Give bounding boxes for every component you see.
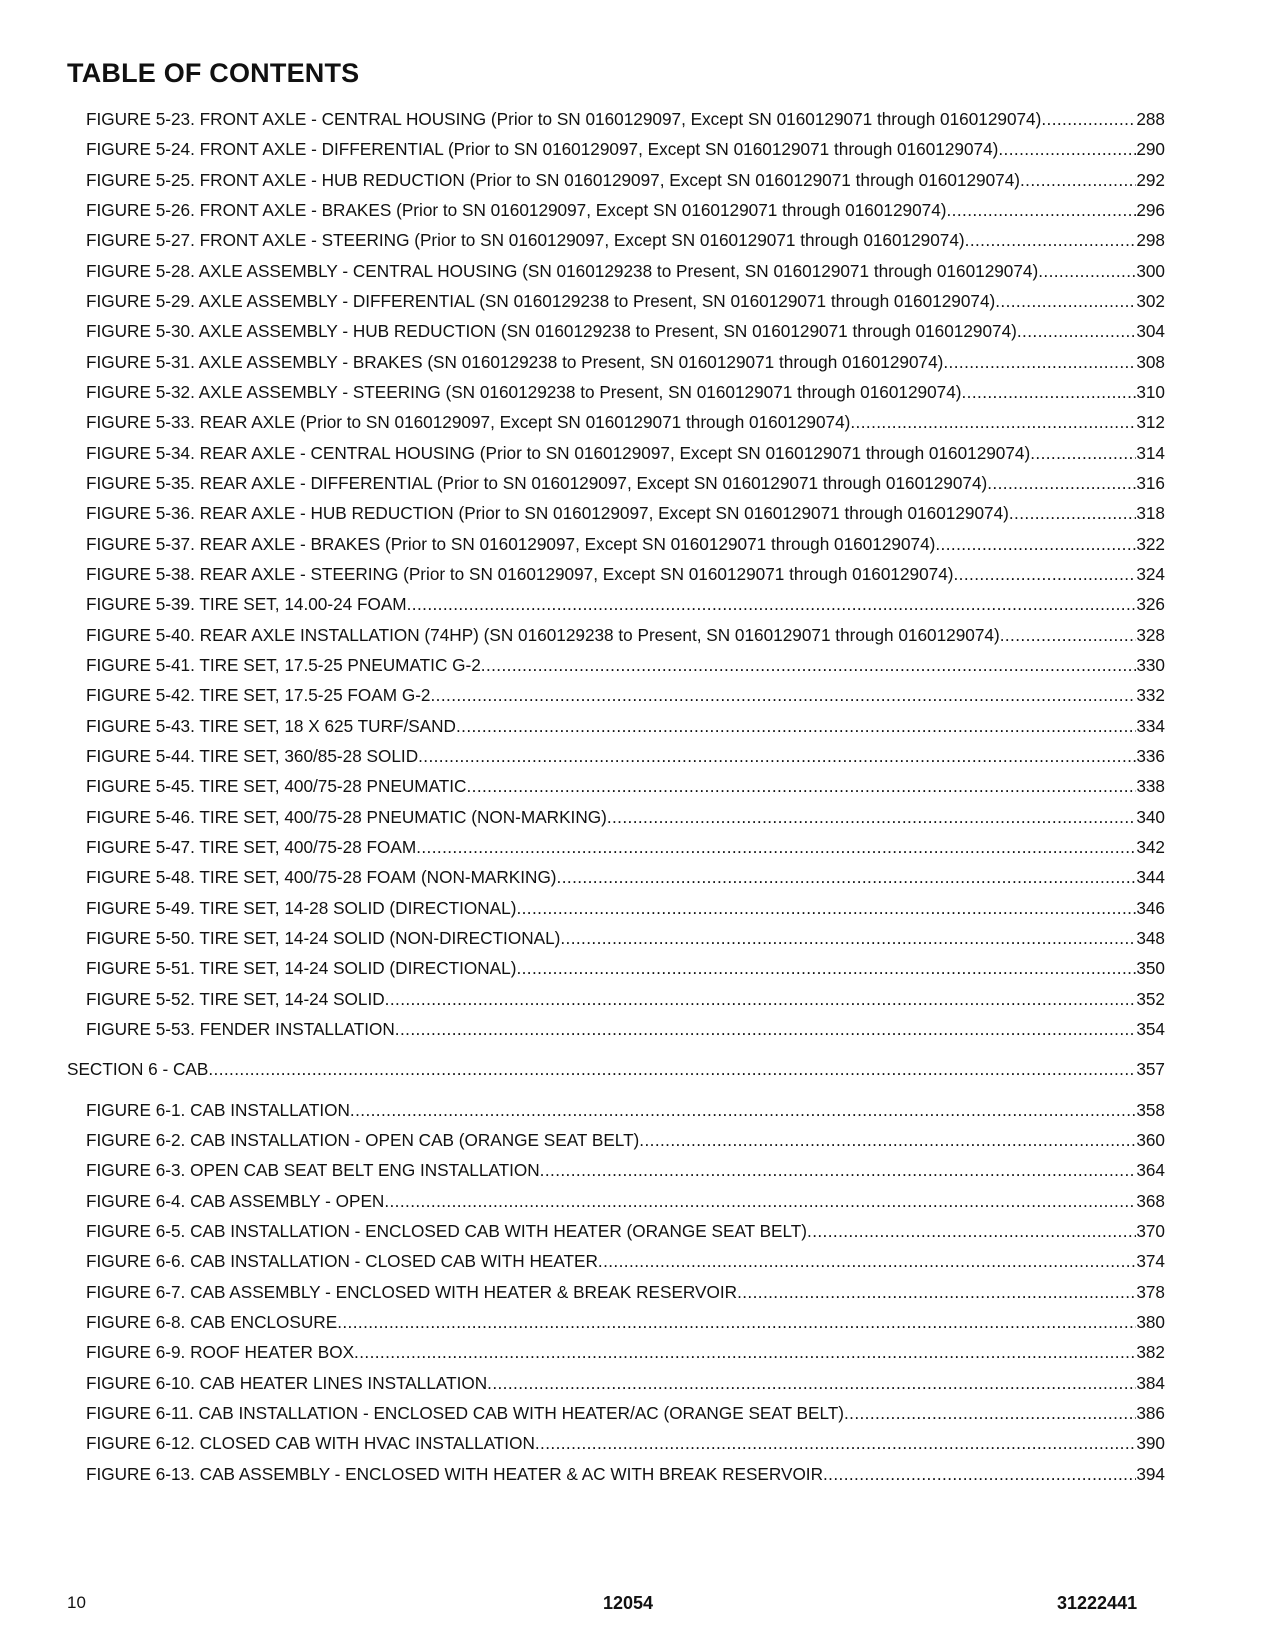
toc-entry-page: 298 [1136,230,1165,250]
dot-leader [965,229,1137,251]
toc-entry-label: FIGURE 5-34. REAR AXLE - CENTRAL HOUSING (Prior to SN 0160129097, Except SN 0160129071 through 0160129074) [86,443,1031,463]
dot-leader [487,1372,1136,1394]
toc-entry-page: 290 [1136,139,1165,159]
dot-leader [384,1190,1136,1212]
dot-leader [807,1220,1136,1242]
toc-entry-page: 368 [1136,1191,1165,1211]
toc-entry-label: FIGURE 6-11. CAB INSTALLATION - ENCLOSED CAB WITH HEATER/AC (ORANGE SEAT BELT) [86,1403,844,1423]
toc-entry[interactable] [86,1018,1165,1040]
toc-entry[interactable] [86,1099,1165,1121]
toc-entry[interactable] [86,320,1165,342]
toc-entry[interactable] [86,957,1165,979]
toc-entry-label: FIGURE 5-38. REAR AXLE - STEERING (Prior to SN 0160129097, Except SN 0160129071 through 0160129074) [86,564,954,584]
dot-leader [607,806,1136,828]
toc-entry-page: 346 [1136,898,1165,918]
toc-entry-page: 394 [1136,1464,1165,1484]
toc-entry-page: 354 [1136,1019,1165,1039]
dot-leader [516,897,1136,919]
dot-leader [943,351,1136,373]
toc-entry[interactable] [86,715,1165,737]
toc-entry-label: FIGURE 6-6. CAB INSTALLATION - CLOSED CAB WITH HEATER [86,1251,598,1271]
toc-entry-label: FIGURE 5-45. TIRE SET, 400/75-28 PNEUMATIC [86,776,467,796]
toc-entry-label: FIGURE 5-39. TIRE SET, 14.00-24 FOAM [86,594,407,614]
toc-entry-label: FIGURE 5-42. TIRE SET, 17.5-25 FOAM G-2 [86,685,431,705]
toc-entry-label: FIGURE 5-46. TIRE SET, 400/75-28 PNEUMATIC (NON-MARKING) [86,807,607,827]
toc-entry-label: FIGURE 5-47. TIRE SET, 400/75-28 FOAM [86,837,417,857]
toc-entry-label: FIGURE 5-40. REAR AXLE INSTALLATION (74HP) (SN 0160129238 to Present, SN 0160129071 through 0160129074) [86,625,1000,645]
dot-leader [954,563,1137,585]
toc-entry-page: 386 [1136,1403,1165,1423]
toc-entry[interactable] [86,1159,1165,1181]
toc-entry[interactable] [86,684,1165,706]
footer-page-number: 10 [67,1593,86,1612]
dot-leader [456,715,1136,737]
footer-center-code: 12054 [603,1593,654,1613]
dot-leader [354,1341,1136,1363]
dot-leader [844,1402,1136,1424]
toc-entry[interactable] [86,138,1165,160]
toc-entry[interactable] [86,411,1165,433]
dot-leader [947,199,1137,221]
toc-entry-label: FIGURE 5-29. AXLE ASSEMBLY - DIFFERENTIAL (SN 0160129238 to Present, SN 0160129071 through 0160129074) [86,291,996,311]
toc-entry-page: 344 [1136,867,1165,887]
dot-leader [481,654,1137,676]
toc-entry-page: 390 [1136,1433,1165,1453]
toc-entry-page: 380 [1136,1312,1165,1332]
toc-entry-label: FIGURE 5-44. TIRE SET, 360/85-28 SOLID [86,746,419,766]
toc-entry-label: FIGURE 5-27. FRONT AXLE - STEERING (Prior to SN 0160129097, Except SN 0160129071 through 0160129074) [86,230,965,250]
toc-entry[interactable] [86,745,1165,767]
toc-entry[interactable] [86,502,1165,524]
dot-leader [962,381,1137,403]
toc-entry-label: FIGURE 6-1. CAB INSTALLATION [86,1100,350,1120]
toc-entry-label: FIGURE 5-41. TIRE SET, 17.5-25 PNEUMATIC G-2 [86,655,481,675]
toc-entry[interactable] [86,351,1165,373]
toc-entry[interactable] [86,593,1165,615]
dot-leader [1041,108,1136,130]
toc-entry-page: 382 [1136,1342,1165,1362]
dot-leader [535,1432,1136,1454]
toc-entry-label: FIGURE 5-36. REAR AXLE - HUB REDUCTION (Prior to SN 0160129097, Except SN 0160129071 through 0160129074) [86,503,1009,523]
toc-entry[interactable] [86,1311,1165,1333]
dot-leader [416,836,1136,858]
toc-entry-label: FIGURE 5-43. TIRE SET, 18 X 625 TURF/SAND [86,716,456,736]
toc-entry[interactable] [86,1372,1165,1394]
dot-leader [516,957,1136,979]
dot-leader [1000,624,1137,646]
toc-entry[interactable] [86,442,1165,464]
toc-entry[interactable] [86,806,1165,828]
toc-entry[interactable] [86,563,1165,585]
toc-entry[interactable] [86,1432,1165,1454]
toc-entry-label: FIGURE 6-7. CAB ASSEMBLY - ENCLOSED WITH HEATER & BREAK RESERVOIR [86,1282,738,1302]
toc-entry-page: 302 [1136,291,1165,311]
toc-entry-page: 324 [1136,564,1165,584]
toc-entry-label: FIGURE 5-26. FRONT AXLE - BRAKES (Prior to SN 0160129097, Except SN 0160129071 through 0160129074) [86,200,947,220]
toc-entry-label: FIGURE 5-48. TIRE SET, 400/75-28 FOAM (NON-MARKING) [86,867,557,887]
toc-entry-label: FIGURE 6-10. CAB HEATER LINES INSTALLATION [86,1373,488,1393]
toc-entry-label: FIGURE 5-35. REAR AXLE - DIFFERENTIAL (Prior to SN 0160129097, Except SN 0160129071 through 0160129074) [86,473,988,493]
dot-leader [995,290,1136,312]
dot-leader [337,1311,1136,1333]
toc-entry-page: 314 [1136,443,1165,463]
dot-leader [987,472,1136,494]
toc-entry-page: 318 [1136,503,1165,523]
dot-leader [557,866,1137,888]
toc-entry-label: FIGURE 5-23. FRONT AXLE - CENTRAL HOUSING (Prior to SN 0160129097, Except SN 0160129071 through 0160129074) [86,109,1042,129]
toc-entry-page: 328 [1136,625,1165,645]
toc-entry-page: 357 [1136,1059,1165,1079]
dot-leader [823,1463,1136,1485]
dot-leader [395,1018,1137,1040]
toc-entry[interactable] [86,988,1165,1010]
toc-entry-page: 352 [1136,989,1165,1009]
toc-entry[interactable] [86,199,1165,221]
toc-entry-label: FIGURE 5-52. TIRE SET, 14-24 SOLID [86,989,385,1009]
toc-entry-page: 316 [1136,473,1165,493]
toc-entry-label: FIGURE 5-25. FRONT AXLE - HUB REDUCTION (Prior to SN 0160129097, Except SN 0160129071 through 0160129074) [86,170,1020,190]
toc-entry-page: 326 [1136,594,1165,614]
dot-leader [466,775,1136,797]
dot-leader [385,988,1137,1010]
toc-entry[interactable] [86,290,1165,312]
toc-entry[interactable] [86,1129,1165,1151]
toc-entry-page: 332 [1136,685,1165,705]
toc-entry-label: FIGURE 5-31. AXLE ASSEMBLY - BRAKES (SN 0160129238 to Present, SN 0160129071 through 0160129074) [86,352,944,372]
toc-entry[interactable] [86,1281,1165,1303]
toc-entry-page: 334 [1136,716,1165,736]
toc-entry-label: FIGURE 5-33. REAR AXLE (Prior to SN 0160129097, Except SN 0160129071 through 0160129074) [86,412,851,432]
toc-entry-label: FIGURE 5-28. AXLE ASSEMBLY - CENTRAL HOUSING (SN 0160129238 to Present, SN 0160129071 through 0160129074) [86,261,1039,281]
toc-entry[interactable] [86,108,1165,130]
dot-leader [1038,260,1136,282]
dot-leader [431,684,1137,706]
toc-entry[interactable] [86,836,1165,858]
toc-entry[interactable] [86,1402,1165,1424]
toc-entry-page: 348 [1136,928,1165,948]
toc-entry-page: 296 [1136,200,1165,220]
toc-entry[interactable] [86,1250,1165,1272]
page-title: TABLE OF CONTENTS [67,58,360,88]
dot-leader [1030,442,1136,464]
toc-entry-page: 322 [1136,534,1165,554]
toc-entry-page: 340 [1136,807,1165,827]
toc-entry-label: FIGURE 5-53. FENDER INSTALLATION [86,1019,395,1039]
toc-entry-label: FIGURE 6-3. OPEN CAB SEAT BELT ENG INSTALLATION [86,1160,540,1180]
dot-leader [1017,320,1136,342]
toc-entry-page: 384 [1136,1373,1165,1393]
toc-entry-page: 358 [1136,1100,1165,1120]
toc-entry-page: 370 [1136,1221,1165,1241]
toc-entry-label: FIGURE 6-5. CAB INSTALLATION - ENCLOSED CAB WITH HEATER (ORANGE SEAT BELT) [86,1221,808,1241]
toc-entry-page: 304 [1136,321,1165,341]
toc-entry-label: FIGURE 5-30. AXLE ASSEMBLY - HUB REDUCTION (SN 0160129238 to Present, SN 0160129071 through 0160129074) [86,321,1017,341]
toc-entry[interactable] [86,381,1165,403]
dot-leader [737,1281,1136,1303]
dot-leader [998,138,1136,160]
toc-entry-label: FIGURE 5-32. AXLE ASSEMBLY - STEERING (SN 0160129238 to Present, SN 0160129071 through 0160129074) [86,382,962,402]
toc-entry[interactable] [86,866,1165,888]
toc-entry-page: 360 [1136,1130,1165,1150]
toc-entry[interactable] [86,260,1165,282]
toc-entry-page: 288 [1136,109,1165,129]
dot-leader [639,1129,1136,1151]
dot-leader [418,745,1136,767]
toc-entry-page: 378 [1136,1282,1165,1302]
toc-entry-label: FIGURE 6-2. CAB INSTALLATION - OPEN CAB (ORANGE SEAT BELT) [86,1130,640,1150]
toc-entry-page: 308 [1136,352,1165,372]
toc-entry-page: 312 [1136,412,1165,432]
dot-leader [935,533,1136,555]
toc-entry-label: FIGURE 5-49. TIRE SET, 14-28 SOLID (DIRECTIONAL) [86,898,517,918]
dot-leader [560,927,1136,949]
toc-entry-label: FIGURE 5-37. REAR AXLE - BRAKES (Prior to SN 0160129097, Except SN 0160129071 through 0160129074) [86,534,936,554]
toc-entry-label: FIGURE 5-50. TIRE SET, 14-24 SOLID (NON-DIRECTIONAL) [86,928,561,948]
dot-leader [208,1058,1136,1080]
toc-entry[interactable] [86,472,1165,494]
toc-entry[interactable] [86,897,1165,919]
toc-section-entry[interactable] [67,1058,1165,1080]
toc-entry-label: FIGURE 5-24. FRONT AXLE - DIFFERENTIAL (Prior to SN 0160129097, Except SN 0160129071 through 0160129074) [86,139,999,159]
toc-entry-page: 364 [1136,1160,1165,1180]
toc-entry[interactable] [86,1341,1165,1363]
toc-entry-page: 342 [1136,837,1165,857]
dot-leader [850,411,1136,433]
toc-entry-label: SECTION 6 - CAB [67,1059,209,1079]
toc-entry[interactable] [86,1220,1165,1242]
dot-leader [350,1099,1136,1121]
toc-entry-page: 374 [1136,1251,1165,1271]
toc-entry[interactable] [86,1190,1165,1212]
footer-doc-number: 31222441 [1057,1593,1138,1613]
toc-entry[interactable] [86,775,1165,797]
toc-entry-page: 350 [1136,958,1165,978]
toc-entry[interactable] [86,533,1165,555]
dot-leader [407,593,1137,615]
toc-entry-label: FIGURE 5-51. TIRE SET, 14-24 SOLID (DIRECTIONAL) [86,958,517,978]
toc-entry-page: 330 [1136,655,1165,675]
toc-entry-page: 338 [1136,776,1165,796]
toc-entry-page: 292 [1136,170,1165,190]
toc-entry[interactable] [86,927,1165,949]
dot-leader [1020,169,1136,191]
toc-entry[interactable] [86,654,1165,676]
dot-leader [598,1250,1136,1272]
toc-entry[interactable] [86,229,1165,251]
toc-entry-page: 300 [1136,261,1165,281]
toc-entry-label: FIGURE 6-4. CAB ASSEMBLY - OPEN [86,1191,385,1211]
toc-entry-label: FIGURE 6-9. ROOF HEATER BOX [86,1342,355,1362]
toc-entry[interactable] [86,624,1165,646]
toc-entry-page: 336 [1136,746,1165,766]
toc-entry-page: 310 [1136,382,1165,402]
dot-leader [1009,502,1136,524]
toc-entry-label: FIGURE 6-8. CAB ENCLOSURE [86,1312,338,1332]
toc-entry-label: FIGURE 6-12. CLOSED CAB WITH HVAC INSTALLATION [86,1433,535,1453]
dot-leader [540,1159,1137,1181]
toc-entry[interactable] [86,169,1165,191]
toc-entry-label: FIGURE 6-13. CAB ASSEMBLY - ENCLOSED WITH HEATER & AC WITH BREAK RESERVOIR [86,1464,823,1484]
toc-entry[interactable] [86,1463,1165,1485]
